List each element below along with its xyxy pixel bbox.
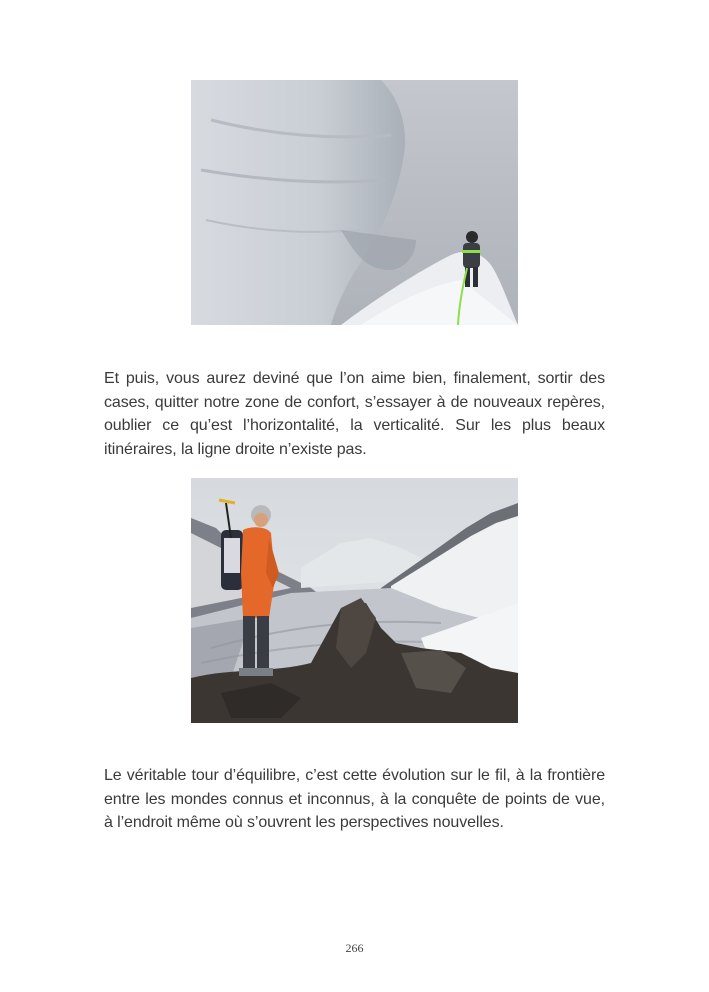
photo-snow-ridge-fog bbox=[191, 80, 518, 325]
page-number: 266 bbox=[345, 941, 364, 955]
paragraph-balance: Le véritable tour d’équilibre, c’est cette évolution sur le fil, à la frontière entre les mondes connus et inconnus, à la conquête de points de vue, à l’endroit même où s’ouvrent les perspectives nouvelles. bbox=[104, 767, 605, 831]
photo-rocky-ridge-glacier bbox=[191, 478, 518, 723]
paragraph-horizontality: Et puis, vous aurez deviné que l’on aime bien, finalement, sortir des cases, quitter notre zone de confort, s’essayer à de nouveaux repères, oublier ce qu’est l’horizontalité, la verticalité. Sur les plus beaux itinéraires, la ligne droite n’existe pas. bbox=[104, 370, 605, 458]
photo-rocky-ridge-glacier-image bbox=[191, 478, 518, 723]
photo-snow-ridge-fog-image bbox=[191, 80, 518, 325]
